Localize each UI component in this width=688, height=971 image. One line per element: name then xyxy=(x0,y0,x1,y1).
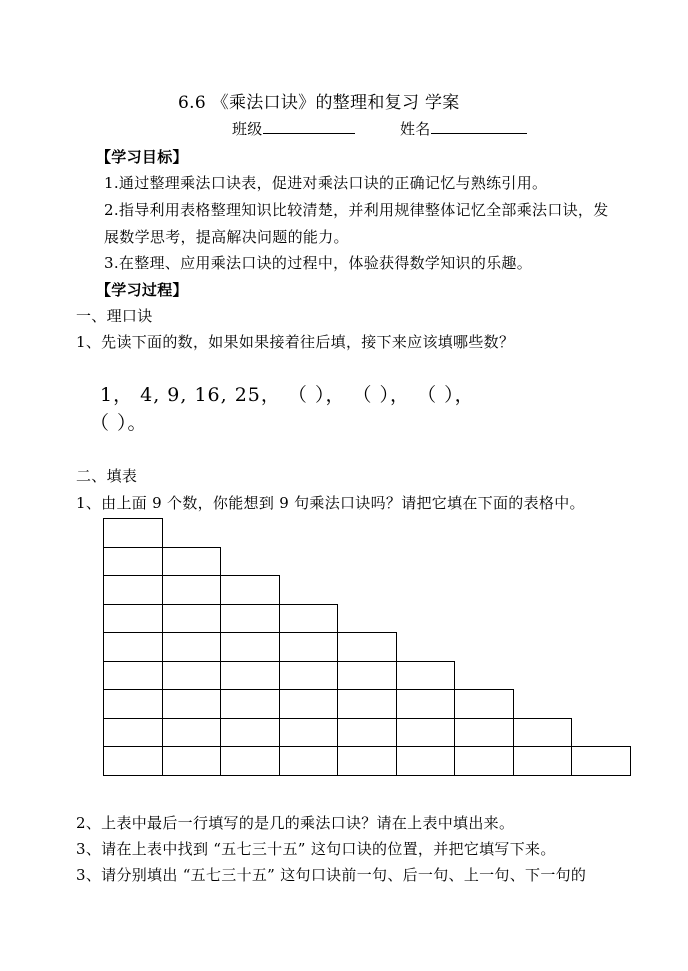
section-heading-2: 二、填表 xyxy=(76,467,138,485)
question-4: 3、请在上表中找到 “五七三十五” 这句口诀的位置，并把它填写下来。 xyxy=(76,840,556,858)
table-cell[interactable] xyxy=(162,575,222,605)
number-sequence-continued: （ ）。 xyxy=(90,412,148,434)
table-cell[interactable] xyxy=(103,575,163,605)
question-3: 2、上表中最后一行填写的是几的乘法口诀？请在上表中填出来。 xyxy=(76,814,515,832)
table-cell[interactable] xyxy=(220,718,280,748)
section-heading-1: 一、理口诀 xyxy=(76,307,153,325)
table-cell[interactable] xyxy=(396,746,456,776)
table-cell[interactable] xyxy=(220,661,280,691)
table-cell[interactable] xyxy=(103,604,163,634)
goals-header: 【学习目标】 xyxy=(96,148,188,166)
table-cell[interactable] xyxy=(337,718,397,748)
table-cell[interactable] xyxy=(220,632,280,662)
class-field xyxy=(232,118,355,139)
table-cell[interactable] xyxy=(162,604,222,634)
class-label: 班级 xyxy=(232,120,263,138)
table-cell[interactable] xyxy=(279,661,339,691)
table-cell[interactable] xyxy=(396,661,456,691)
process-header: 【学习过程】 xyxy=(96,281,188,299)
table-cell[interactable] xyxy=(454,718,514,748)
table-cell[interactable] xyxy=(220,575,280,605)
goal-item: 1.通过整理乘法口诀表，促进对乘法口诀的正确记忆与熟练引用。 xyxy=(104,174,548,192)
table-cell[interactable] xyxy=(513,746,573,776)
table-cell[interactable] xyxy=(396,718,456,748)
goal-item-continued: 展数学思考，提高解决问题的能力。 xyxy=(104,228,349,246)
table-cell[interactable] xyxy=(279,718,339,748)
table-cell[interactable] xyxy=(162,547,222,577)
table-cell[interactable] xyxy=(454,689,514,719)
table-cell[interactable] xyxy=(571,746,631,776)
question-5: 3、请分别填出 “五七三十五” 这句口诀前一句、后一句、上一句、下一句的 xyxy=(76,866,587,884)
table-cell[interactable] xyxy=(337,632,397,662)
table-cell[interactable] xyxy=(162,746,222,776)
name-label: 姓名 xyxy=(400,120,431,138)
table-cell[interactable] xyxy=(103,718,163,748)
table-cell[interactable] xyxy=(220,604,280,634)
table-cell[interactable] xyxy=(513,718,573,748)
table-cell[interactable] xyxy=(279,689,339,719)
table-cell[interactable] xyxy=(337,661,397,691)
class-blank[interactable] xyxy=(263,119,355,134)
table-cell[interactable] xyxy=(220,689,280,719)
name-field xyxy=(400,118,527,139)
table-cell[interactable] xyxy=(103,689,163,719)
table-cell[interactable] xyxy=(337,746,397,776)
goal-item: 2.指导利用表格整理知识比较清楚，并利用规律整体记忆全部乘法口诀，发 xyxy=(104,201,609,219)
table-cell[interactable] xyxy=(103,661,163,691)
table-cell[interactable] xyxy=(162,689,222,719)
table-cell[interactable] xyxy=(103,746,163,776)
page-title: 6.6 《乘法口诀》的整理和复习 学案 xyxy=(178,93,460,113)
table-cell[interactable] xyxy=(396,689,456,719)
goal-item: 3.在整理、应用乘法口诀的过程中，体验获得数学知识的乐趣。 xyxy=(104,254,533,272)
table-cell[interactable] xyxy=(162,661,222,691)
table-cell[interactable] xyxy=(103,518,163,548)
table-cell[interactable] xyxy=(220,746,280,776)
table-cell[interactable] xyxy=(279,604,339,634)
table-cell[interactable] xyxy=(162,718,222,748)
name-blank[interactable] xyxy=(431,119,527,134)
table-cell[interactable] xyxy=(454,746,514,776)
question-2: 1、由上面 9 个数，你能想到 9 句乘法口诀吗？请把它填在下面的表格中。 xyxy=(76,494,585,512)
table-cell[interactable] xyxy=(103,547,163,577)
question-1: 1、先读下面的数，如果如果接着往后填，接下来应该填哪些数？ xyxy=(76,333,515,351)
table-cell[interactable] xyxy=(337,689,397,719)
table-cell[interactable] xyxy=(279,632,339,662)
table-cell[interactable] xyxy=(103,632,163,662)
table-cell[interactable] xyxy=(162,632,222,662)
table-cell[interactable] xyxy=(279,746,339,776)
number-sequence: 1， 4, 9, 16, 25， （ ）， （ ）， （ ）， xyxy=(100,384,475,406)
